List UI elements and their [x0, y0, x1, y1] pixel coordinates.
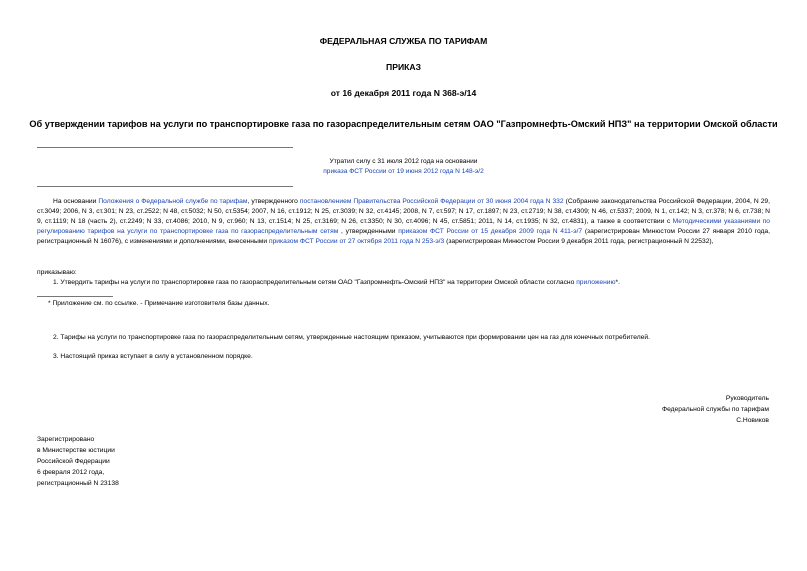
- preamble-text-5: (зарегистрирован Минюстом России 27 января 2010 года, регистрационный N 16076), с изменениями и дополнениями, внесенными: [37, 228, 770, 245]
- item-3: 3. Настоящий приказ вступает в силу в установленном порядке.: [53, 353, 253, 360]
- item-1: [53, 278, 620, 288]
- fst-order-2009-link[interactable]: приказом ФСТ России от 15 декабря 2009 года N 411-э/7: [398, 228, 583, 235]
- preamble-paragraph: [37, 197, 770, 247]
- appendix-link[interactable]: приложению: [576, 279, 616, 286]
- registration-line-1: Зарегистрировано: [37, 436, 95, 443]
- registration-line-4: 6 февраля 2012 года,: [37, 469, 105, 476]
- divider-top: [37, 147, 293, 148]
- preamble-text-2: , утвержденного: [247, 198, 300, 205]
- footnote-divider: [37, 296, 113, 297]
- registration-line-5: регистрационный N 23138: [37, 480, 119, 487]
- signature-position: Руководитель: [725, 395, 769, 402]
- signature-block: [662, 393, 769, 426]
- order-word: приказываю:: [37, 269, 77, 276]
- footnote: * Приложение см. по ссылке. - Примечание изготовителя базы данных.: [48, 300, 270, 307]
- status-note-link-row: [0, 167, 807, 177]
- methodical-guidelines-link[interactable]: Методическими указаниями по регулированию тарифов на услуги по транспортировке газа по газораспределительным сетям: [37, 218, 770, 235]
- fst-order-2011-link[interactable]: приказом ФСТ России от 27 октября 2011 года N 253-э/3: [268, 238, 445, 245]
- document-type-heading: ПРИКАЗ: [386, 62, 421, 72]
- item-2: 2. Тарифы на услуги по транспортировке газа по газораспределительным сетям, утвержденные настоящим приказом, учитываются при формировании цен на газ для конечных потребителей.: [53, 334, 650, 341]
- date-number-heading: от 16 декабря 2011 года N 368-э/14: [330, 88, 477, 98]
- preamble-text-3: (Собрание законодательства Российской Федерации, 2004, N 29, ст.3049; 2006, N 3, ст.301; N 23, ст.2522; N 48, ст.5032; N 50, ст.5354; 2007, N 16, ст.1912; N 25, ст.3039; N 32, ст.4145; 2008, N 7, ст.597; N 17, ст.1897; N 23, ст.2719; N 38, ст.4309; N 46, ст.5337; 2009, N 1, ст.142; N 3, ст.378; N 6, ст.738; N 9, ст.1119; N 18 (часть 2), ст.2249; N 33, ст.4086; 2010, N 9, ст.960; N 13, ст.1514; N 25, ст.3169; N 26, ст.3350; N 30, ст.4096; N 45, ст.5851; 2011, N 14, ст.1935; N 32, ст.4831), а также в соответствии с: [37, 198, 770, 225]
- preamble-text-1: На основании: [53, 198, 99, 205]
- signature-organization: Федеральной службы по тарифам: [662, 406, 769, 413]
- preamble-text-6: (зарегистрирован Минюстом России 9 декабря 2011 года, регистрационный N 22532),: [444, 238, 714, 245]
- document-title: Об утверждении тарифов на услуги по транспортировке газа по газораспределительным сетям ОАО "Газпромнефть-Омский НПЗ" на территории Омской области: [29, 119, 778, 129]
- signature-name: С.Новиков: [736, 417, 769, 424]
- agency-heading: ФЕДЕРАЛЬНАЯ СЛУЖБА ПО ТАРИФАМ: [319, 36, 488, 46]
- regulation-link[interactable]: Положения о Федеральной службе по тарифам: [98, 198, 248, 205]
- preamble-text-4: , утвержденными: [338, 228, 399, 235]
- divider-bottom: [37, 186, 293, 187]
- item-1-tail: *.: [615, 279, 620, 286]
- registration-block: [37, 434, 119, 489]
- repeal-order-link[interactable]: приказа ФСТ России от 19 июня 2012 года N 148-э/2: [323, 168, 484, 175]
- registration-line-2: в Министерстве юстиции: [37, 447, 115, 454]
- item-1-text: 1. Утвердить тарифы на услуги по транспортировке газа по газораспределительным сетям ОАО "Газпромнефть-Омский НПЗ" на территории Омской области согласно: [53, 279, 577, 286]
- status-note-text: Утратил силу с 31 июля 2012 года на основании: [329, 158, 478, 165]
- government-decree-link[interactable]: постановлением Правительства Российской Федерации от 30 июня 2004 года N 332: [299, 198, 564, 205]
- registration-line-3: Российской Федерации: [37, 458, 110, 465]
